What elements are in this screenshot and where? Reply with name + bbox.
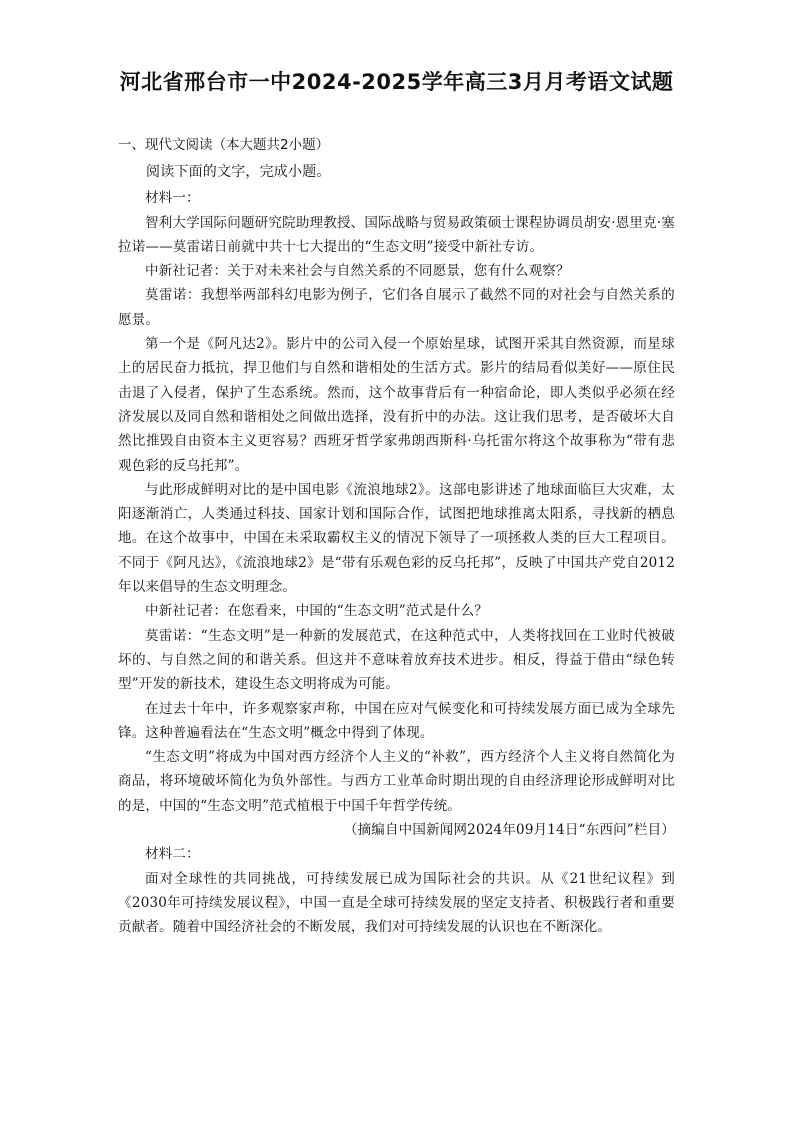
section-heading: 一、现代文阅读（本大题共2小题） <box>118 137 330 153</box>
paragraph: 莫雷诺：我想举两部科幻电影为例子，它们各自展示了截然不同的对社会与自然关系的愿景。 <box>118 287 675 328</box>
paragraph: 与此形成鲜明对比的是中国电影《流浪地球2》。这部电影讲述了地球面临巨大灾难，太阳逐渐消亡，人类通过科技、国家计划和国际合作，试图把地球推离太阳系，寻找新的栖息地。在这个故事中，中国在未采取霸权主义的情况下领导了一项拯救人类的巨大工程项目。不同于《阿凡达》，《流浪地球2》是“带有乐观色彩的反乌托邦”，反映了中国共产党自2012年以来倡导的生态文明理念。 <box>118 481 675 596</box>
paragraph: 在过去十年中，许多观察家声称，中国在应对气候变化和可持续发展方面已成为全球先锋。这种普遍看法在“生态文明”概念中得到了体现。 <box>118 700 675 741</box>
article-body <box>118 160 675 940</box>
paragraph: 面对全球性的共同挑战，可持续发展已成为国际社会的共识。从《21世纪议程》到《2030年可持续发展议程》，中国一直是全球可持续发展的坚定支持者、积极践行者和重要贡献者。随着中国经济社会的不断发展，我们对可持续发展的认识也在不断深化。 <box>118 870 675 936</box>
paragraph: 莫雷诺：“生态文明”是一种新的发展范式，在这种范式中，人类将找回在工业时代被破坏的、与自然之间的和谐关系。但这并不意味着放弃技术进步。相反，得益于借由“绿色转型”开发的新技术，建设生态文明将成为可能。 <box>118 627 675 693</box>
paragraph: 第一个是《阿凡达2》。影片中的公司入侵一个原始星球，试图开采其自然资源，而星球上的居民奋力抵抗，捍卫他们与自然和谐相处的生活方式。影片的结局看似美好——原住民击退了入侵者，保护了生态系统。然而，这个故事背后有一种宿命论，即人类似乎必须在经济发展以及同自然和谐相处之间做出选择，没有折中的办法。这让我们思考，是否破坏大自然比推毁自由资本主义更容易？西班牙哲学家弗朗西斯科·乌托雷尔将这个故事称为“带有悲观色彩的反乌托邦”。 <box>118 336 675 474</box>
paragraph: “生态文明”将成为中国对西方经济个人主义的“补救”，西方经济个人主义将自然简化为商品，将环境破坏简化为负外部性。与西方工业革命时期出现的自由经济理论形成鲜明对比的是，中国的“生态文明”范式植根于中国千年哲学传统。 <box>118 749 675 814</box>
instruction-text: 阅读下面的文字，完成小题。 <box>146 164 331 180</box>
source-citation: （摘编自中国新闻网2024年09月14日“东西问”栏目） <box>343 822 675 839</box>
material-one-label: 材料一： <box>145 190 200 207</box>
page-title: 河北省邢台市一中2024-2025学年高三3月月考语文试题 <box>119 70 674 94</box>
paragraph: 中新社记者：在您看来，中国的“生态文明”范式是什么？ <box>145 603 489 620</box>
paragraph: 智利大学国际问题研究院助理教授、国际战略与贸易政策硕士课程协调员胡安·恩里克·塞拉诺——莫雷诺日前就中共十七大提出的“生态文明”接受中新社专访。 <box>118 214 675 255</box>
paragraph: 中新社记者：关于对未来社会与自然关系的不同愿景，您有什么观察？ <box>145 263 570 280</box>
material-two-label: 材料二： <box>145 846 200 863</box>
